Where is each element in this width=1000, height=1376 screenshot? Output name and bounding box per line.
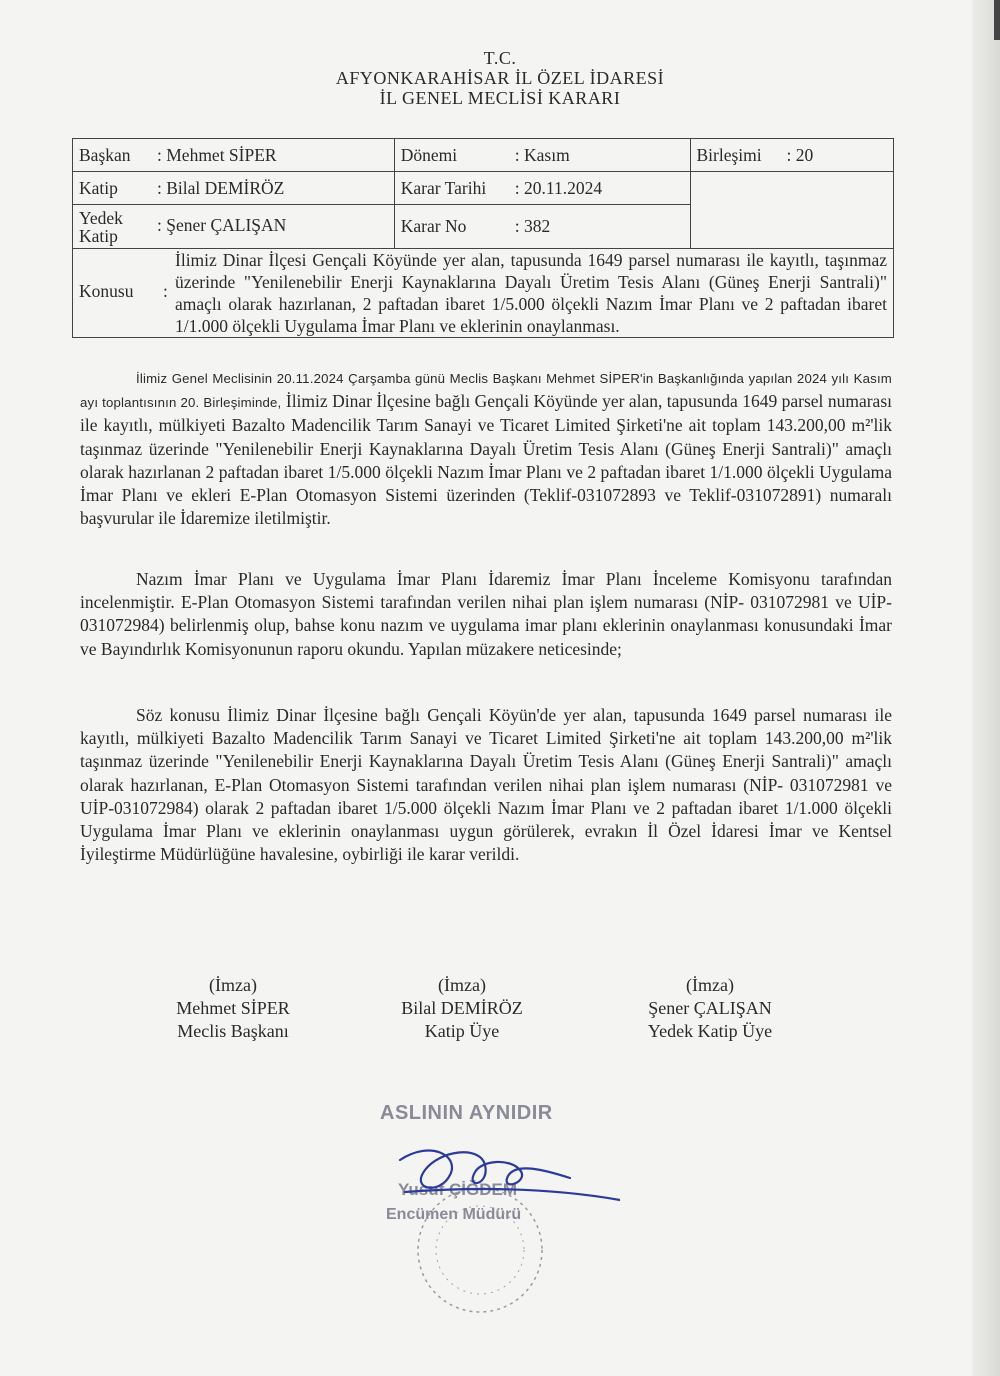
seal-inner-ring	[436, 1206, 524, 1294]
signature-name: Bilal DEMİRÖZ	[401, 998, 523, 1018]
seal-outer-ring	[418, 1188, 542, 1312]
donemi-label: Dönemi	[400, 144, 458, 165]
meta-cell-konusu	[73, 249, 894, 338]
katip-label: Katip	[79, 177, 118, 198]
birlesimi-value: : 20	[786, 144, 814, 165]
karar-tarihi-value: : 20.11.2024	[514, 177, 603, 198]
meta-cell-birlesimi	[690, 139, 894, 172]
katip-value: : Bilal DEMİRÖZ	[157, 177, 285, 198]
stamp-text-asli: ASLININ AYNIDIR	[380, 1102, 553, 1124]
signature-name: Mehmet SİPER	[176, 998, 290, 1018]
header-line-title: İL GENEL MECLİSİ KARARI	[379, 88, 621, 108]
birlesimi-label: Birleşimi	[696, 144, 762, 165]
donemi-value: : Kasım	[514, 144, 570, 165]
stamp-text-name: Yusuf ÇİĞDEM	[398, 1180, 518, 1199]
handwritten-signature	[400, 1151, 620, 1200]
meta-cell-karar-no	[394, 205, 690, 249]
scan-edge	[972, 0, 1000, 1376]
konusu-label: Konusu	[79, 281, 134, 301]
paragraph-3	[80, 704, 892, 866]
signature-block-katip	[372, 974, 552, 1043]
signature-title: Yedek Katip Üye	[647, 1021, 773, 1041]
paragraph-1-rest: İlimiz Dinar İlçesine bağlı Gençali Köyünde yer alan, tapusunda 1649 parsel numarası ile kayıtlı, mülkiyeti Bazalto Madencilik Tarım Sanayi ve Ticaret Limited Şirketi'ne ait toplam 143.200,00 m²'lik taşınmaz üzerinde "Yenilenebilir Enerji Kaynaklarına Dayalı Üretim Tesis Alanı (Güneş Enerji Santrali)" amaçlı olarak hazırlanan 2 paftadan ibaret 1/5.000 ölçekli Nazım İmar Planı ve 2 paftadan ibaret 1/1.000 ölçekli Uygulama İmar Planı ve ekleri E-Plan Otomasyon Sistemi üzerinden (Teklif-031072893 ve Teklif-031072891) numaralı başvurular ile İdaremize iletilmiştir.	[80, 391, 892, 529]
meta-cell-donemi	[394, 139, 690, 172]
signature-imza: (İmza)	[686, 975, 734, 995]
meta-cell-empty	[690, 172, 894, 249]
meta-row-baskan	[73, 139, 894, 172]
karar-no-label: Karar No	[400, 216, 467, 236]
signature-name: Şener ÇALIŞAN	[648, 998, 772, 1018]
paragraph-1-intro: İlimiz Genel Meclisinin 20.11.2024 Çarşamba günü Meclis Başkanı Mehmet SİPER'in Başkanlığında yapılan 2024 yılı Kasım ayı toplantısının 20. Birleşiminde,	[80, 371, 892, 411]
karar-no-value: : 382	[514, 216, 551, 236]
decision-meta-table	[72, 138, 894, 338]
meta-row-katip	[73, 172, 894, 205]
baskan-label: Başkan	[79, 144, 131, 165]
yedek-label-line1: Yedek	[79, 207, 123, 228]
document-header	[0, 48, 1000, 108]
konusu-text: İlimiz Dinar İlçesi Gençali Köyünde yer alan, tapusunda 1649 parsel numarası ile kayıtlı, taşınmaz üzerinde "Yenilenebilir Enerji Kaynaklarına Dayalı Üretim Tesis Alanı (Güneş Enerji Santrali)" amaçlı olarak hazırlanan, 2 paftadan ibaret 1/5.000 ölçekli Nazım İmar Planı ve 2 paftadan ibaret 1/1.000 ölçekli Uygulama İmar Planı ve eklerinin onaylanması.	[175, 250, 887, 336]
paragraph-2-text: Nazım İmar Planı ve Uygulama İmar Planı İdaremiz İmar Planı İnceleme Komisyonu tarafından incelenmiştir. E-Plan Otomasyon Sistemi tarafından verilen nihai plan işlem numarası (NİP- 031072981 ve UİP-031072984) belirlenmiş olup, bahse konu nazım ve uygulama imar planı eklerinin onaylanması konusundaki İmar ve Bayındırlık Komisyonunun raporu okundu. Yapılan müzakere neticesinde;	[80, 569, 892, 659]
signature-imza: (İmza)	[438, 975, 486, 995]
header-line-tc: T.C.	[483, 48, 517, 68]
paragraph-2	[80, 568, 892, 661]
signature-title: Katip Üye	[424, 1021, 500, 1041]
scan-edge-mark	[994, 0, 1000, 40]
meta-cell-katip	[73, 172, 395, 205]
yedek-katip-label	[79, 209, 157, 245]
yedek-katip-value: : Şener ÇALIŞAN	[157, 214, 287, 235]
signature-block-baskan	[143, 974, 323, 1043]
certification-stamp	[370, 1100, 620, 1320]
signature-block-yedek-katip	[620, 974, 800, 1043]
meta-cell-karar-tarihi	[394, 172, 690, 205]
meta-row-konusu	[73, 249, 894, 338]
stamp-graphic	[370, 1100, 620, 1320]
signature-title: Meclis Başkanı	[177, 1021, 289, 1041]
meta-cell-yedek	[73, 205, 395, 249]
stamp-text-title: Encümen Müdürü	[386, 1206, 522, 1223]
signature-imza: (İmza)	[209, 975, 257, 995]
baskan-value: : Mehmet SİPER	[157, 144, 277, 165]
header-line-institution: AFYONKARAHİSAR İL ÖZEL İDARESİ	[335, 68, 665, 88]
konusu-colon: :	[163, 281, 168, 301]
meta-cell-baskan	[73, 139, 395, 172]
karar-tarihi-label: Karar Tarihi	[400, 177, 487, 198]
paragraph-3-text: Söz konusu İlimiz Dinar İlçesine bağlı Gençali Köyün'de yer alan, tapusunda 1649 parsel numarası ile kayıtlı, mülkiyeti Bazalto Madencilik Tarım Sanayi ve Ticaret Limited Şirketi'ne ait toplam 143.200,00 m²'lik taşınmaz üzerinde "Yenilenebilir Enerji Kaynaklarına Dayalı Üretim Tesis Alanı (Güneş Enerji Santrali)" amaçlı olarak hazırlanan, E-Plan Otomasyon Sistemi tarafından verilen nihai plan işlem numarası (NİP- 031072981 ve UİP-031072984) olarak 2 paftadan ibaret 1/5.000 ölçekli Nazım İmar Planı ve 2 paftadan ibaret 1/1.000 ölçekli Uygulama İmar Planı ve eklerinin onaylanması uygun görülerek, evrakın İl Özel İdaresi İmar ve Kentsel İyileştirme Müdürlüğüne havalesine, oybirliği ile karar verildi.	[80, 705, 892, 865]
paragraph-1	[80, 366, 892, 530]
yedek-label-line2: Katip	[79, 225, 118, 246]
